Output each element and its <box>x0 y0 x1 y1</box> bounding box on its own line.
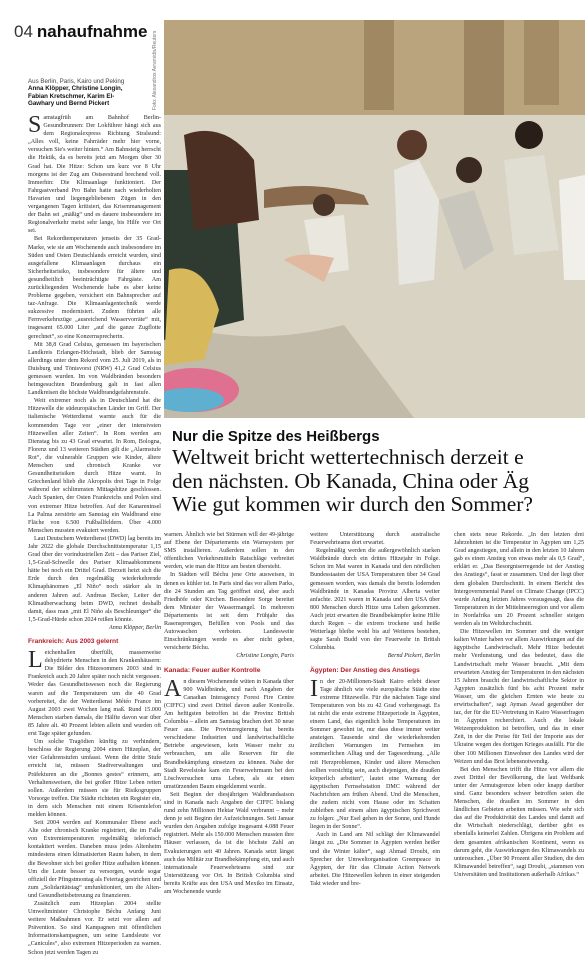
subhead-france: Frankreich: Aus 2003 gelernt <box>28 638 119 645</box>
dropcap: S <box>28 112 42 138</box>
dateline: Aus Berlin, Paris, Kairo und Peking <box>28 78 125 85</box>
photo-illustration <box>164 20 585 418</box>
column-3 <box>454 531 584 879</box>
paragraph: Seit 2004 werden auf Kommunaler Ebene auch Alte oder chronisch Kranke registriert, die im Falle von Extremtemperaturen regelmäßig telefonisch kontaktiert werden. Daneben muss jedes Altenheim mindestens einen klimatisierten Raum haben, in dem die Bewohner sich bei großer Hitze aufhalten können. Um die Leute besser zu versorgen, wurde sogar offiziell der Pfingstmontag als Feiertag gestrichen und zum „Solidaritätstag“ umfunktioniert, um die Alten- und Gesundheitsbetreuung zu finanzieren. <box>28 820 161 899</box>
paragraph: Bei den Menschen trifft die Hitze vor allem die zwei Drittel der Bevölkerung, die laut Weltbank unter der Armutsgrenze leben oder knapp darüber sind. Ganz besonders schwer betroffen seien die Menschen, die draußen im Sommer in den ländlichen Gebieten arbeiten müssen. Wie sehr sich das auf die Produktivität des Landes und damit auf die Wirtschaft niederschlägt, darüber gibt es ebenfalls keinerlei Zahlen. Übrigens ein Problem auf dem gesamten afrikanischen Kontinent, wenn es darum geht, die Auswirkungen des Klimawandels zu untersuchen. „Über 90 Prozent aller Studien, die den Klimawandel betreffen“, sagt Droubi, „stammen von Universitäten und Institutionen außerhalb Afrikas.“ <box>454 766 584 878</box>
author-line: Anna Klöpper, Christine Longin, <box>28 85 123 93</box>
author-line: Fabian Kretschmer, Karim El- <box>28 92 115 100</box>
dropcap: A <box>164 675 182 702</box>
paragraph: Seit Beginn der diesjährigen Waldbrandsaison sind in Kanada nach Angaben der CIFFC bislang rund zehn Millionen Hektar Wald verbrannt – mehr denn je seit Beginn der Aufzeichnungen. Seit Januar wurden den Angaben zufolge insgesamt 4.088 Feuer registriert. Mehr als 150.000 Menschen mussten ihre Häuser verlassen, da ist die höchste Zahl an Evakuierungen seit 40 Jahren. Kanada setzt längst auch das Militär zur Brandbekämpfung ein, und auch internationale Feuerwehrteams sind zur Unterstützung vor Ort. In British Columbia sind bereits Kräfte aus den USA und Mexiko im Einsatz, am Wochenende wurde <box>164 791 294 896</box>
signature: Anna Klöpper, Berlin <box>109 624 161 631</box>
paragraph: Auch in Land am Nil schlägt der Klimawandel längst zu. „Die Sommer in Ägypten werden heißer und die Winter kälter“, sagt Ahmad Droubi, ein Sprecher der Umweltorganisation Greenpeace in Ägypten, der für das Climate Action Network arbeitet. Die Hitzewellen kehren in einer steigenden Takt wieder und bre- <box>310 832 440 887</box>
section-title: nahaufnahme <box>36 22 148 41</box>
paragraph: Um solche Tragödien künftig zu verhindern, beschloss die Regierung 2004 einen Hitzeplan, der vier Gefahrenstufen umfasst. Wenn die dritte Stufe erreicht ist, müssen Stadtverwaltungen und Präfekturen an die „Bonnes gestes“ erinnern, am Verhaltensweisen, die bei großer Hitze Leben retten sollen. Außerdem müssen sie für Risikogruppen Vorsorge treffen. Die Städte richteten ein Register ein, in dem sich Menschen mit einem Krisentelefon melden können. <box>28 739 161 818</box>
signature: Christine Longin, Paris <box>236 653 294 660</box>
headline: Nur die Spitze des Heißbergs <box>172 428 380 445</box>
section-number: 04 <box>14 22 33 41</box>
dropcap: L <box>28 647 43 674</box>
paragraph: warnen. Ähnlich wie bei Stürmen will der 49-jährige auf Ebene der Départements ein Warnsystem per SMS installieren. Außerdem sollen in den öffentlichen Verkehrsmitteln Ratschläge verbreitet werden, wie man die Hitze am besten übersteht. <box>164 532 294 571</box>
deck-line: Wie gut kommen wir durch den Sommer? <box>172 492 533 516</box>
paragraph: Weit extremer noch als in Deutschland hat die Hitzewelle die südeuropäischen Länder im Griff. Der italienische Wetterdienst warnte auch für die kommenden Tage vor „einer der intensivsten Hitzewellen aller Zeiten“. In Rom werden am Dienstag bis zu 43 Grad erwartet. In Rom, Bologna, Florenz und 13 weiteren Städten gilt die „Alarmstufe Rot“, die vulnerable Gruppen wie Kinder, ältere Menschen und chronisch Kranke vor Gesundheitsrisiken durch Hitze warnt. In Griechenland blieb die Akropolis drei Tage in Folge während der schlimmsten Mittagshitze geschlossen. Auch Spanien, der Osten Frankreichs und Polen sind von extremer Hitze betroffen. Auf der Kanareninsel La Palma zerstörte am Samstag ein Waldbrand eine Fläche von 6.500 Fußballfeldern. Über 4.000 Menschen mussten evakuiert werden. <box>28 398 161 534</box>
column-2 <box>310 531 440 888</box>
paragraph: In der 20-Millionen-Stadt Kairo erlebt dieser Tage ähnlich wie viele europäische Städte eine extreme Hitzewelle. Für die nächsten Tage sind Temperaturen von bis zu 42 Grad vorhergesagt. Es ist nicht die erste extreme Hitzeperiode in Ägypten, einem Land, das eigentlich hohe Temperaturen im Sommer gewohnt ist, nur dass diese immer weiter ansteigen. Tausende sind die wiederkehrenden ärztlichen Warnungen im Fernsehen im sommerlichen Alltag und der Tagesordnung. „Alle mit Herzproblemen, Kinder und ältere Menschen sollten vorsichtig sein, auch diejenigen, die draußen körperlich arbeiten“, lautet eine Warnung der ägyptischen Fernsehstation DMC während der Nachrichten am frühen Abend. Und die Menschen, die zudem nicht vom Hause oder im Schatten zubleiben und einem alten ägyptischen Sprichwort zu folgen: „Nur Esel gehen in der Sonne, und Hunde liegen in der Sonne“. <box>310 675 440 831</box>
paragraph: weitere Unterstützung durch australische Feuerwehrteams dort erwartet. <box>310 532 440 547</box>
deck <box>172 446 585 517</box>
paragraph: chen stets neue Rekorde. „In den letzten drei Jahrzehnten ist die Temperatur in Ägypten um 1,25 Grad angestiegen, und allein in den letzten 10 Jahren gab es einen Anstieg von etwas mehr als 0,5 Grad“, erklärt er. „Das Besorgniserregende ist der Anstieg des Anstiegs“, fasst er zusammen. Und der liegt über dem globalen Durchschnitt. In einem Bericht des Intergovernmental Panel on Climate Change (IPCC) wurde Anfang letzten Jahres vorausgesagt, dass die Temperaturen in der Mittelmeerregion und vor allem in Nordafrika um 20 Prozent schneller steigen werden als im Weltdurchschnitt. <box>454 532 584 628</box>
deck-line: den nächsten. Ob Kanada, China oder Äg <box>172 468 530 493</box>
paragraph: Die Hitzewellen im Sommer und die weniger kalten Winter haben vor allem Auswirkungen auf die ägyptische Landwirtschaft. Mehr Hitze bedeutet mehr Verdunstung, und das bedeutet, dass die Landwirtschaft mehr Wasser braucht. „Mit dem erwarteten Anstieg der Temperaturen in den nächsten 15 Jahren braucht der landwirtschaftliche Sektor in Ägypten zusätzlich fünf bis acht Prozent mehr Wasser, um die gleichen Ernten wie heute zu erwirtschaften“, sagt Ayman Awad gegenüber der taz, der für die EU-Vertretung in Kairo Wasserfragen in Ägypten recherchiert. Auch die lokale Weizenproduktion ist betroffen, und das in einer Zeit, in der die Preise für Teil der Importe aus der Ukraine wegen des dortigen Krieges ausfällt. Für die über 100 Millionen Einwohner des Landes wird der Weizen und das Brot lebensnotwendig. <box>454 629 584 765</box>
author-line: Gawhary und Bernd Pickert <box>28 100 110 108</box>
paragraph: Samstagfrüh am Bahnhof Berlin-Gesundbrunnen: Der Lokführer hängt sich aus dem Regionalexpress Richtung Stralsund: „Alles voll, keine Fahrräder mehr hier vorne, versuchen Sie's weiter hinten.“ Am Bahnsteig herrscht die Hektik, da es bereits jetzt am Morgen über 30 Grad hat. Die Hitze: Schon um kurz vor 8 Uhr morgens ist der Zug am Ostseestrand brechend voll. Immerhin: Die Klimaanlage funktioniert. Der Fahrgastverband Pro Bahn hatte nach wiederholten Havarien und liegengebliebenen Zügen in den vergangenen Tagen kritisiert, das Krisenmanagement der Bahn sei „mäßig“ und es dauere insbesondere im Regionalverkehr meist sehr lange, bis Hilfe vor Ort sei. <box>28 112 161 235</box>
paragraph: Zusätzlich zum Hitzeplan 2004 stellte Umweltminister Christophe Béchu Anfang Juni weitere Maßnahmen vor. Er setzt vor allem auf Prävention. So sind Kampagnen mit öffentlichen Informationskampagnen, um seine Landsleute vor „Canicules“, also extremen Hitzeperioden zu warnen. Schon jetzt werden Tagen zu <box>28 901 161 956</box>
paragraph: Mit 38,8 Grad Celsius, gemessen im bayerischen Landkreis Erlangen-Höchstadt, blieb der Samstag allerdings unter dem Rekord vom 25. Juli 2019, als in Duisburg und Tönisvorst (NRW) 41,2 Grad Celsius gemessen wurden. Im von Waldbränden besonders heimgesuchten Brandenburg galt in fast allen Landkreisen die höchste Waldbrandgefahrenstufe. <box>28 341 161 397</box>
signature: Bernd Pickert, Berlin <box>387 653 440 660</box>
dropcap: I <box>310 675 318 702</box>
paragraph: An diesem Wochenende wüten in Kanada über 900 Waldbrände, und nach Angaben der Canadian Interagency Forest Fire Centre (CIFFC) sind zwei Drittel davon außer Kontrolle. Am heftigsten betroffen ist die Provinz British Columbia – allein am Samstag brachen dort 30 neue Feuer aus. Die Provinzregierung hat bereits verschiedene Industrien und landwirtschaftliche Betriebe angewiesen, kein Wasser mehr zu verbrauchen, um alle Reserven für die Brandbekämpfung einsetzen zu können. Nahe der Stadt Revelstoke kam ein Feuerwehrmann bei den Löschversuchen ums Leben, als sie einen umstürzenden Baum eingeklemmt wurde. <box>164 675 294 790</box>
paragraph: Leichenhallen überfüllt, massenweise dehydrierte Menschen in den Krankenhäusern: Die Bilder des Hitzesommers 2003 sind in Frankreich auch 20 Jahre später noch nicht vergessen. Weder das Gesundheitswesen noch die Regierung waren auf die Temperaturen um die 40 Grad vorbereitet, die der Wetterdienst Météo France im August 2003 zwei Wochen lang maß. Rund 15.000 Menschen starben damals, die Hälfte davon war über 85 Jahre alt. 40 Prozent lebten allein und wurden oft erst Tage später gefunden. <box>28 647 161 738</box>
subhead-egypt: Ägypten: Der Anstieg des Anstiegs <box>310 666 420 674</box>
paragraph: Laut Deutschem Wetterdienst (DWD) lag bereits im Jahr 2022 die globale Durchschnittstemperatur 1,15 Grad über der vorindustriellen Zeit – das Pariser Ziel, 1,5-Grad-Schwelle des Pariser Klimaabkommens hätte bei noch ein Drittel Grad. Derzeit heizt sich die Erde durch den regelmäßig wiederkehrende Klimaphänomen „El Niño“ noch stärker als in anderen Jahren auf. Andreas Becker, Leiter der Klimaüberwachung beim DWD, rechnet deshalb damit, dass man „mit El Niño als Beschleuniger“ die 1,5-Grad-Hürde schon 2024 reißen könnte. <box>28 535 161 623</box>
lead-photo <box>164 20 585 418</box>
paragraph: Regelmäßig werden die außergewöhnlich starken Waldbrände durch ein drittes Hitzejahr in Folge. Schon im Mai waren in Kanada und den nördlichen Bundesstaaten der USA Temperaturen über 34 Grad gemessen worden, was damals die bereits lodernden Waldbrände in Kanadas Provinz Alberta weiter anfachte. 2021 waren in Kanada und den USA über 800 Menschen durch Hitze ums Leben gekommen. Auch jetzt erwarten die Brandbekämpfer keine Hilfe durch Regen – die extrem trockene und heiße Wetterlage bleibe wohl bis auf Weiteres bestehen, sagte Sarah Budd von der Feuerwehr in British Columbia. <box>310 548 440 652</box>
subhead-canada: Kanada: Feuer außer Kontrolle <box>164 666 261 674</box>
byline-block <box>28 78 163 108</box>
paragraph: In Städten will Béchu jene Orte ausweisen, in denen es kühler ist. In Paris sind das vor allem Parks, die 24 Stunden am Tag geöffnet sind, aber auch Friedhöfe oder Kirchen. Besondere Sorge bereitet dem Minister der Wassermangel. In mehreren Départements ist seit dem Frühjahr das Rasensprengen, Befüllen von Pools und das Autowaschen verboten. Landesweite Einschränkungen werde es aber nicht geben, versicherte Béchu. <box>164 572 294 652</box>
section-header <box>14 22 147 42</box>
deck-line: Weltweit bricht wettertechnisch derzeit e <box>172 446 524 469</box>
photo-credit: Foto: Alexandros Avramidis/Reuters <box>152 30 158 110</box>
paragraph: Bei Rekordtemperaturen jenseits der 35 Grad-Marke, wie sie am Wochenende auch insbesondere im Süden und Osten Deutschlands erreicht wurden, sind ausgefallene Klimaanlagen durchaus ein Sicherheitsrisiko, insbesondere für ältere und gesundheitlich beeinträchtigte Fahrgäste. Am zurückliegenden Wochenende habe es aber keine Probleme gegeben, versichert ein Bahnsprecher auf taz-Anfrage. Die Klimaanlagentechnik werde sukzessive modernisiert. Zudem führten alle Fernverkehrszüge „ausreichend Wasservorräte“ mit, insgesamt 65.000 Liter „auf die ganze Zugflotte gerechnet“, so eine Konzernsprecherin. <box>28 236 161 340</box>
left-column <box>28 114 161 957</box>
column-1 <box>164 531 294 896</box>
